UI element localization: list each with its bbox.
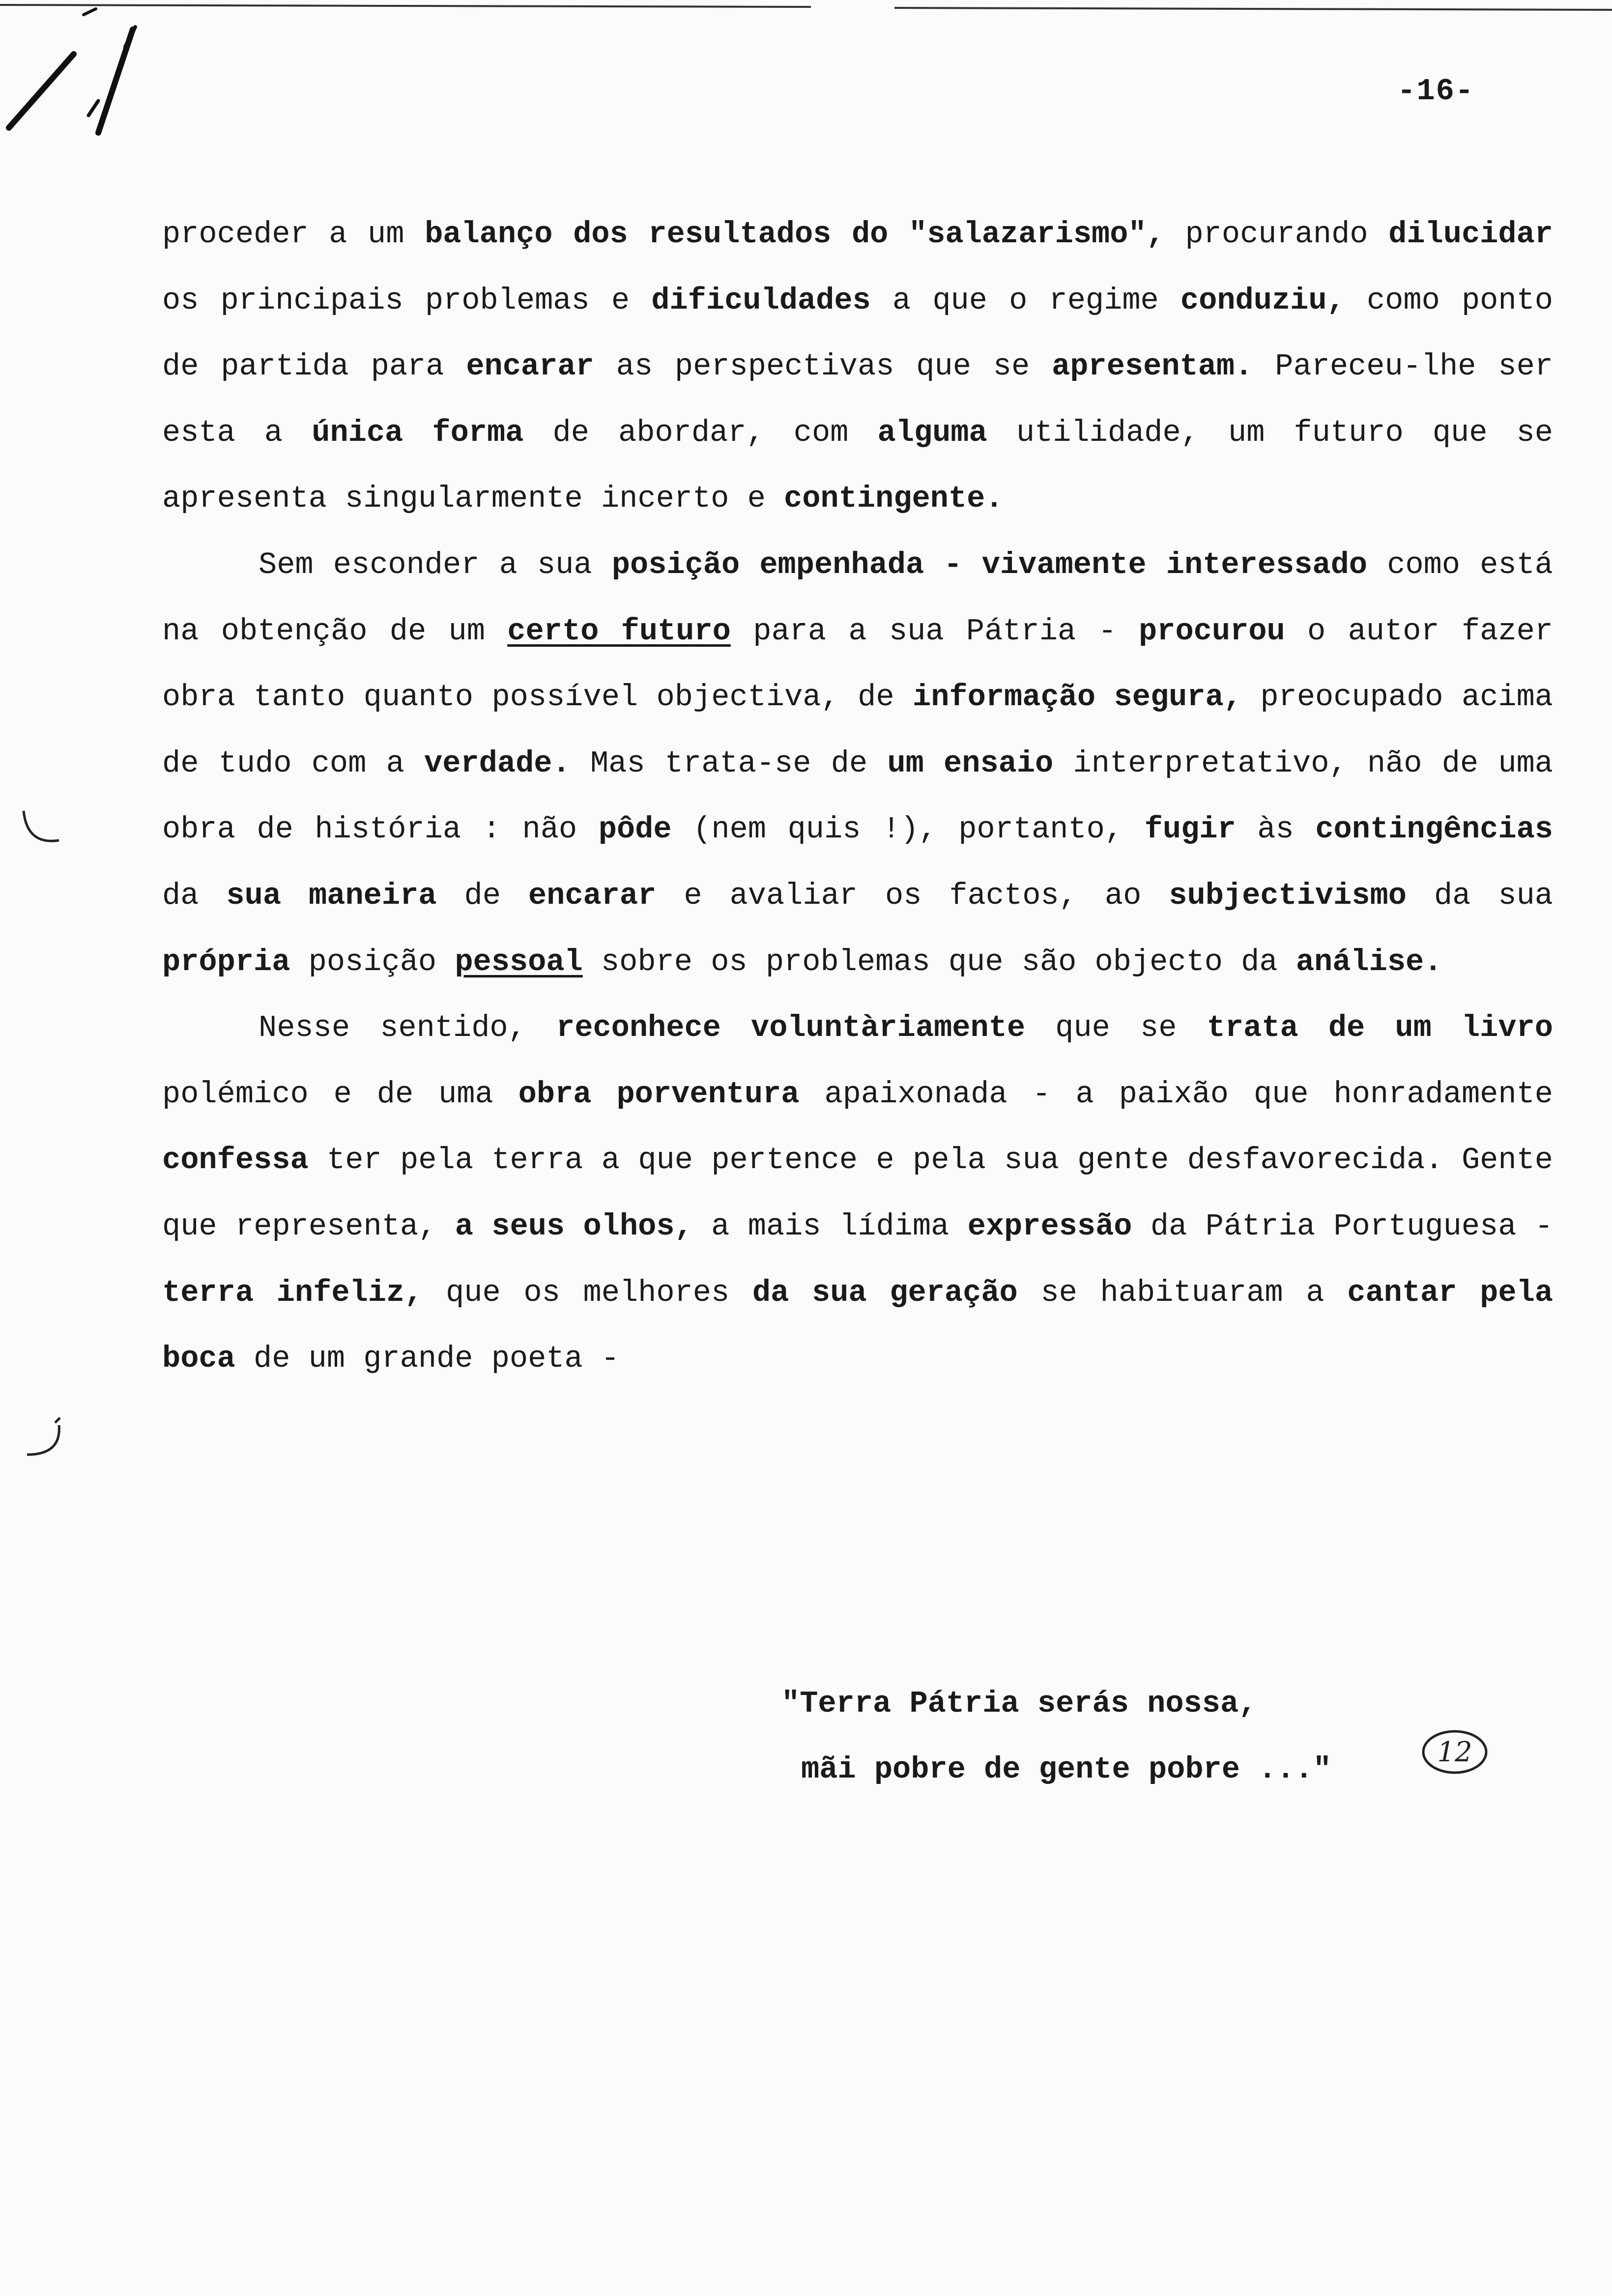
text-segment: às	[1236, 812, 1316, 847]
paragraph-3	[162, 995, 1553, 1392]
text-segment: expressão	[967, 1208, 1132, 1244]
body-text	[162, 201, 1553, 1392]
text-segment: certo futuro	[507, 613, 731, 649]
text-segment: obra porventura	[518, 1076, 800, 1112]
text-segment: própria	[162, 944, 290, 979]
quote-line-2: mãi pobre de gente pobre ..."	[801, 1752, 1331, 1787]
footnote-number: 12	[1437, 1736, 1472, 1768]
text-segment: de abordar, com	[523, 415, 878, 450]
text-segment: encarar	[528, 878, 657, 913]
text-segment: a seus olhos,	[455, 1208, 693, 1244]
text-segment: polémico e de uma	[162, 1076, 518, 1112]
text-segment: verdade.	[424, 746, 571, 781]
text-segment: Sem esconder a sua	[259, 547, 612, 582]
text-segment: utilidade, um futuro que se apresenta singularmente incerto e	[162, 415, 1553, 517]
text-segment: sobre os problemas que são objecto da	[582, 944, 1296, 979]
text-segment: contingências	[1315, 812, 1554, 847]
text-segment: (nem quis !), portanto,	[671, 812, 1145, 847]
text-segment: reconhece voluntàriamente	[556, 1010, 1026, 1046]
text-segment: sua maneira	[226, 878, 437, 913]
text-segment: de	[436, 878, 528, 913]
text-segment: Mas trata-se de	[570, 746, 888, 781]
text-segment: procurou	[1139, 613, 1285, 649]
text-segment: pôde	[598, 812, 672, 847]
text-segment: confessa	[162, 1143, 309, 1178]
text-segment: como ponto de partida para	[162, 283, 1553, 384]
binder-hole-mark-icon	[24, 811, 60, 1455]
text-segment: trata de um livro	[1207, 1010, 1553, 1046]
text-segment: e avaliar os factos, ao	[656, 878, 1169, 913]
text-segment: preocupado acima de tudo com a	[162, 680, 1553, 781]
text-segment: que se	[1025, 1010, 1207, 1046]
paragraph-1	[162, 201, 1553, 532]
text-segment: da sua geração	[752, 1275, 1018, 1310]
text-segment: fugir	[1144, 812, 1236, 847]
text-segment: a mais lídima	[692, 1208, 968, 1244]
text-segment: informação segura,	[913, 680, 1242, 715]
text-segment: um ensaio	[887, 746, 1054, 781]
text-segment: encarar	[466, 349, 594, 384]
text-segment: conduziu,	[1180, 283, 1345, 318]
text-segment: como está na obtenção de um	[162, 547, 1554, 649]
footnote-circle	[1420, 1727, 1489, 1777]
text-segment: dilucidar	[1388, 217, 1553, 252]
text-segment: posição	[290, 944, 455, 979]
text-segment: pessoal	[455, 944, 583, 979]
text-segment: única forma	[312, 415, 524, 450]
text-segment: procurando	[1164, 217, 1389, 252]
text-segment: dificuldades	[651, 283, 871, 318]
text-segment: terra infeliz,	[162, 1275, 423, 1310]
text-segment: da sua	[1406, 878, 1553, 913]
text-segment: balanço dos resultados do "salazarismo",	[425, 217, 1165, 252]
text-segment: subjectivismo	[1169, 878, 1407, 913]
page-number: -16-	[1397, 74, 1474, 109]
text-segment: para a sua Pátria -	[730, 613, 1139, 649]
text-segment: os principais problemas e	[162, 283, 652, 318]
text-segment: proceder a um	[162, 217, 425, 252]
text-segment: a que o regime	[870, 283, 1180, 318]
text-segment: ter pela terra a que pertence e pela sua gente desfavorecida. Gente que representa,	[162, 1143, 1553, 1244]
quote-line-1: "Terra Pátria serás nossa,	[781, 1686, 1257, 1721]
text-segment: cantar pela boca	[162, 1275, 1553, 1377]
text-segment: da Pátria Portuguesa -	[1132, 1208, 1554, 1244]
text-segment: da	[162, 878, 227, 913]
text-segment: se habituaram a	[1017, 1275, 1348, 1310]
paragraph-2	[162, 532, 1553, 995]
text-segment: Nesse sentido,	[259, 1010, 556, 1046]
text-segment: alguma	[877, 415, 987, 450]
text-segment: posição empenhada - vivamente interessado	[611, 547, 1368, 582]
text-segment: análise.	[1295, 944, 1442, 979]
text-segment: as perspectivas que se	[594, 349, 1052, 384]
text-segment: apresentam.	[1052, 349, 1253, 384]
poem-quote	[781, 1671, 1331, 1803]
text-segment: que os melhores	[423, 1275, 752, 1310]
text-segment: Pareceu-lhe ser esta a	[162, 349, 1553, 450]
text-segment: de um grande poeta -	[235, 1341, 620, 1377]
scan-edge-line	[0, 0, 1612, 29]
text-segment: interpretativo, não de uma obra de história : não	[162, 746, 1553, 847]
text-segment: apaixonada - a paixão que honradamente	[799, 1076, 1553, 1112]
text-segment: o autor fazer obra tanto quanto possível objectiva, de	[162, 613, 1553, 715]
text-segment: contingente.	[784, 481, 1004, 517]
